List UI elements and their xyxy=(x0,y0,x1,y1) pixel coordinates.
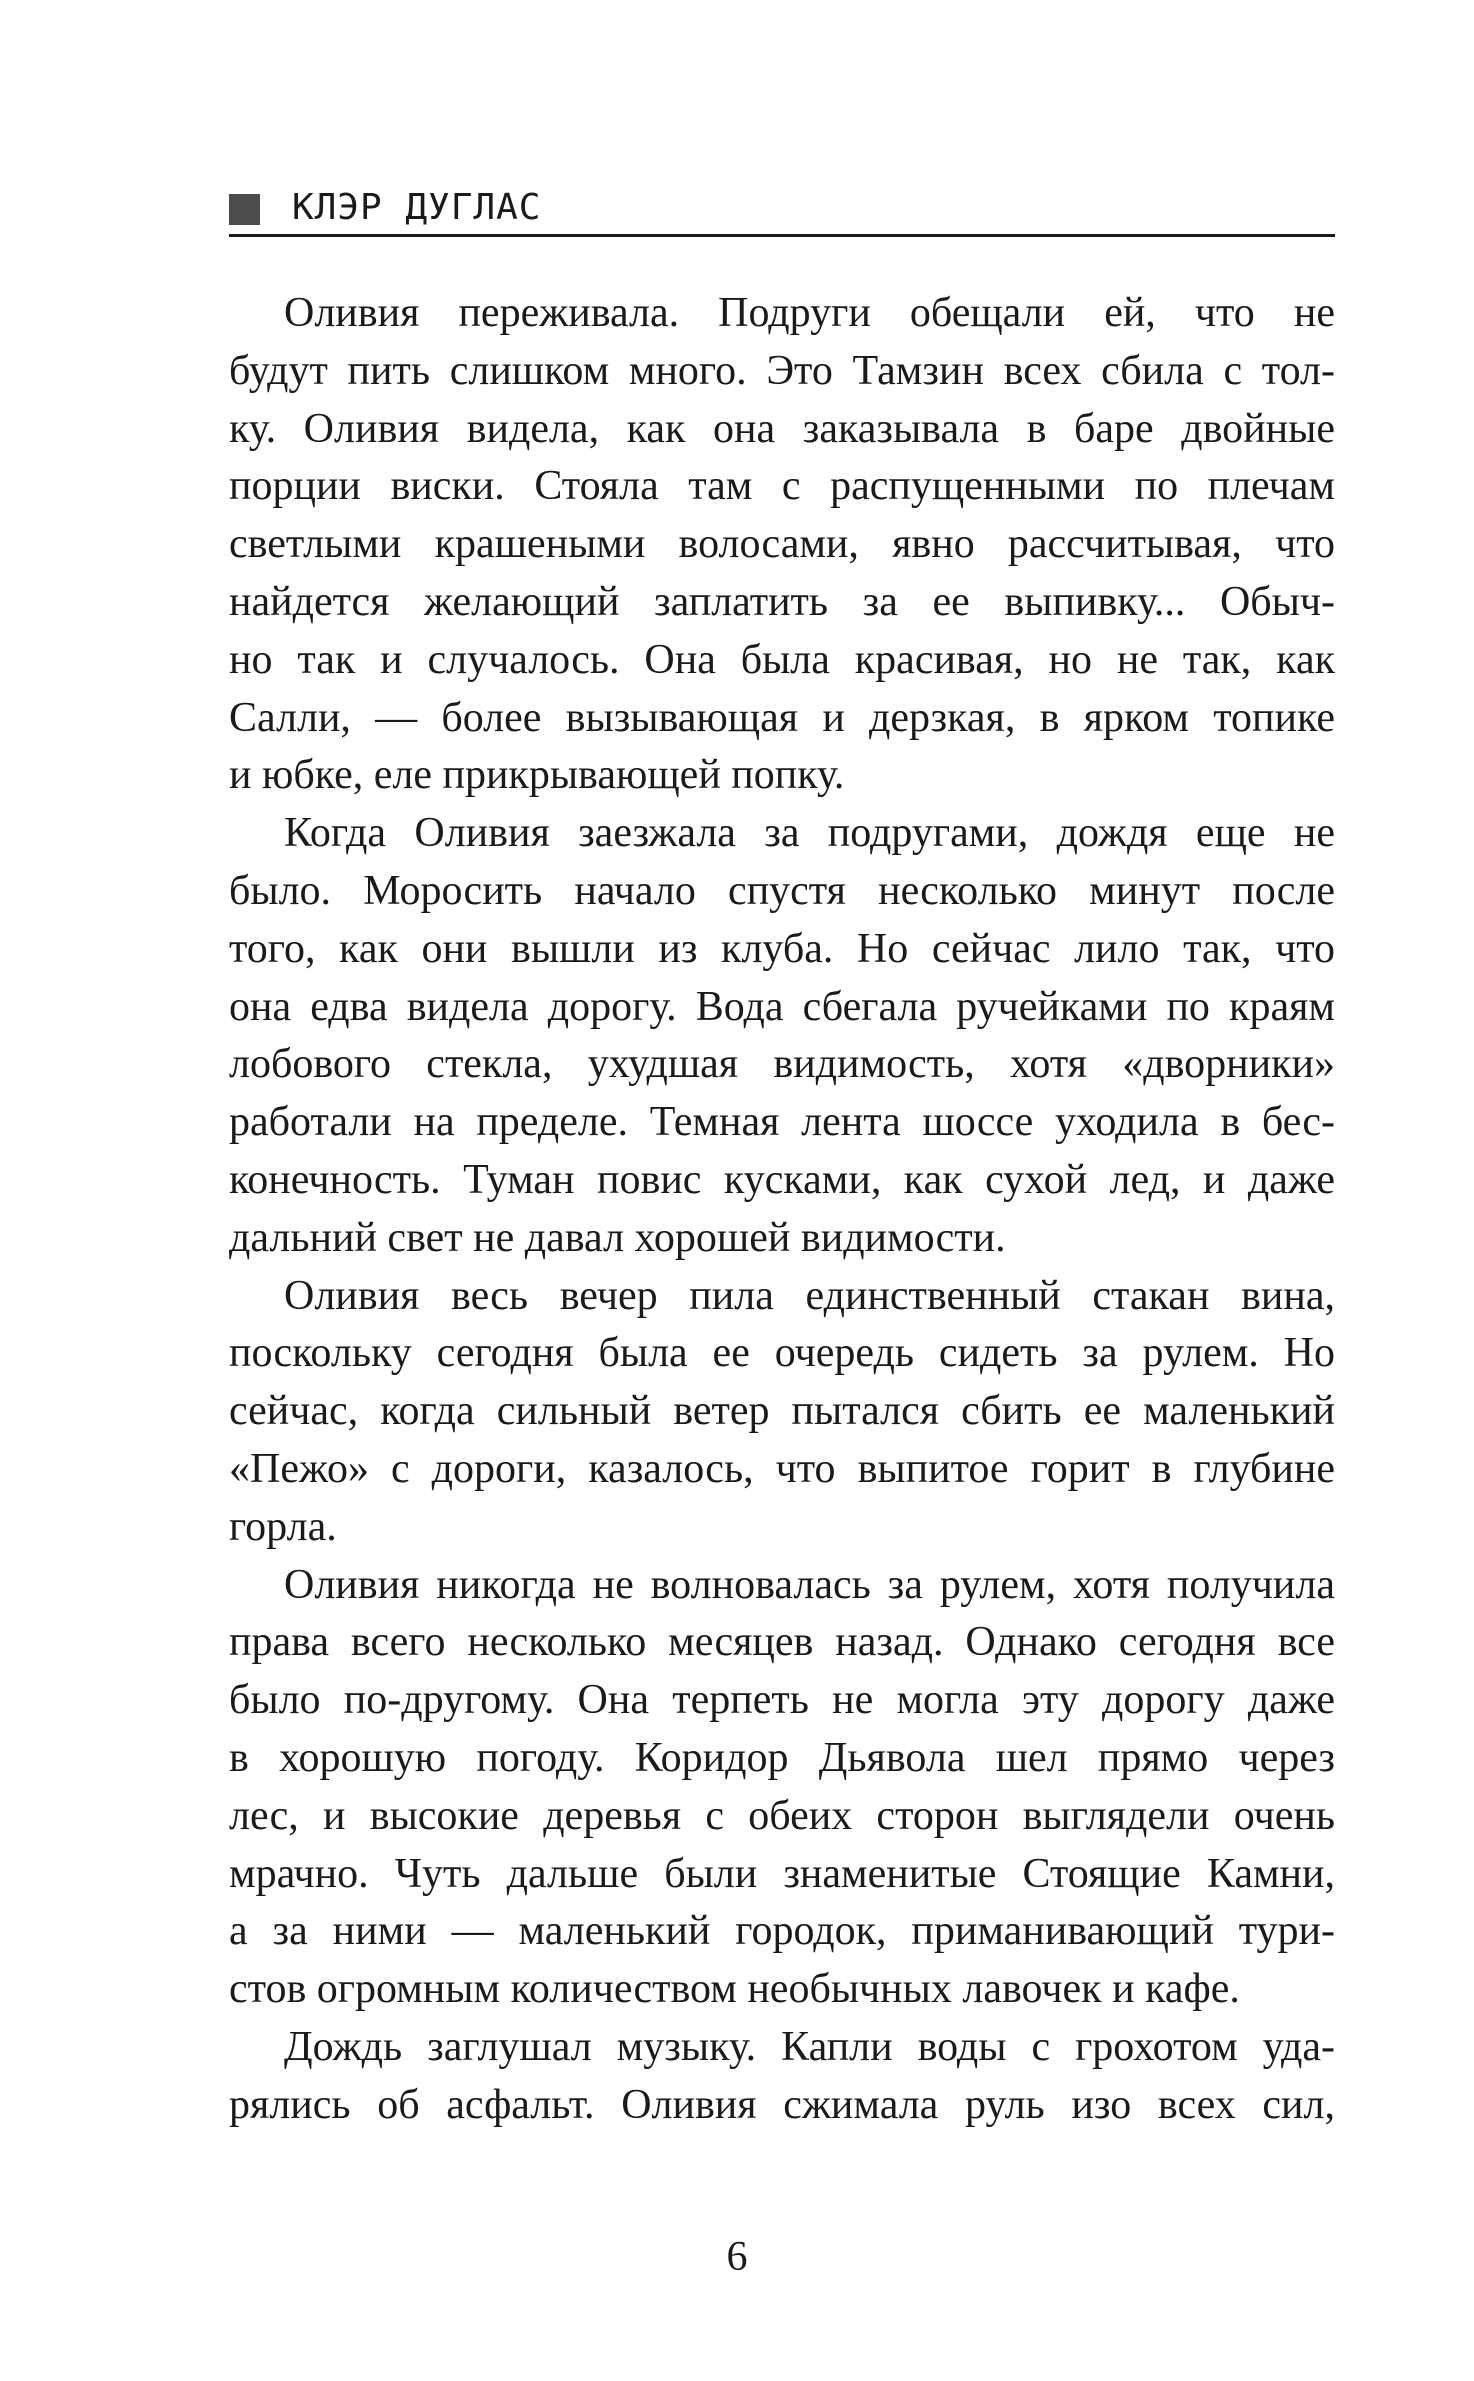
running-head xyxy=(229,188,1335,237)
text-line: она едва видела дорогу. Вода сбегала ручейками по краям xyxy=(229,983,1335,1030)
text-line: Когда Оливия заезжала за подругами, дождя еще не xyxy=(284,810,1335,857)
text-line: и юбке, еле прикрывающей попку. xyxy=(229,752,845,799)
text-line: работали на пределе. Темная лента шоссе уходила в бес- xyxy=(229,1099,1335,1146)
text-line: Оливия весь вечер пила единственный стакан вина, xyxy=(284,1272,1335,1319)
text-line: стов огромным количеством необычных лавочек и кафе. xyxy=(229,1966,1240,2013)
text-line: порции виски. Стояла там с распущенными по плечам xyxy=(229,463,1335,510)
text-line: будут пить слишком много. Это Тамзин всех сбила с тол- xyxy=(229,347,1335,394)
text-line: конечность. Туман повис кусками, как сухой лед, и даже xyxy=(229,1156,1335,1203)
text-line: Салли, — более вызывающая и дерзкая, в ярком топике xyxy=(229,694,1335,741)
text-line: сейчас, когда сильный ветер пытался сбить ее маленький xyxy=(229,1388,1335,1435)
author-name: КЛЭР ДУГЛАС xyxy=(292,187,542,228)
body-text xyxy=(229,285,1335,2135)
text-line: горла. xyxy=(229,1503,337,1550)
text-line: того, как они вышли из клуба. Но сейчас лило так, что xyxy=(229,925,1335,972)
text-line: но так и случалось. Она была красивая, но не так, как xyxy=(229,636,1335,683)
text-line: «Пежо» с дороги, казалось, что выпитое горит в глубине xyxy=(229,1445,1335,1492)
text-line: Оливия никогда не волновалась за рулем, хотя получила xyxy=(284,1561,1335,1608)
text-line: поскольку сегодня была ее очередь сидеть за рулем. Но xyxy=(229,1330,1335,1377)
text-line: лес, и высокие деревья с обеих сторон выглядели очень xyxy=(229,1792,1335,1839)
text-line: в хорошую погоду. Коридор Дьявола шел прямо через xyxy=(229,1734,1335,1781)
page-number: 6 xyxy=(726,2234,748,2280)
text-line: было. Моросить начало спустя несколько минут после xyxy=(229,867,1335,914)
text-line: найдется желающий заплатить за ее выпивку... Обыч- xyxy=(229,578,1335,625)
text-line: было по-другому. Она терпеть не могла эту дорогу даже xyxy=(229,1677,1335,1724)
text-line: ку. Оливия видела, как она заказывала в баре двойные xyxy=(229,405,1335,452)
header-square-ornament xyxy=(229,194,260,225)
text-line: рялись об асфальт. Оливия сжимала руль изо всех сил, xyxy=(229,2081,1335,2128)
text-line: лобового стекла, ухудшая видимость, хотя «дворники» xyxy=(229,1041,1335,1088)
text-line: Дождь заглушал музыку. Капли воды с грохотом уда- xyxy=(284,2023,1335,2070)
text-line: права всего несколько месяцев назад. Однако сегодня все xyxy=(229,1619,1335,1666)
text-line: дальний свет не давал хорошей видимости. xyxy=(229,1214,1006,1261)
text-line: Оливия переживала. Подруги обещали ей, что не xyxy=(284,290,1335,336)
text-line: светлыми крашеными волосами, явно рассчитывая, что xyxy=(229,521,1335,568)
text-line: а за ними — маленький городок, приманивающий тури- xyxy=(229,1908,1335,1955)
text-line: мрачно. Чуть дальше были знаменитые Стоящие Камни, xyxy=(229,1850,1335,1897)
